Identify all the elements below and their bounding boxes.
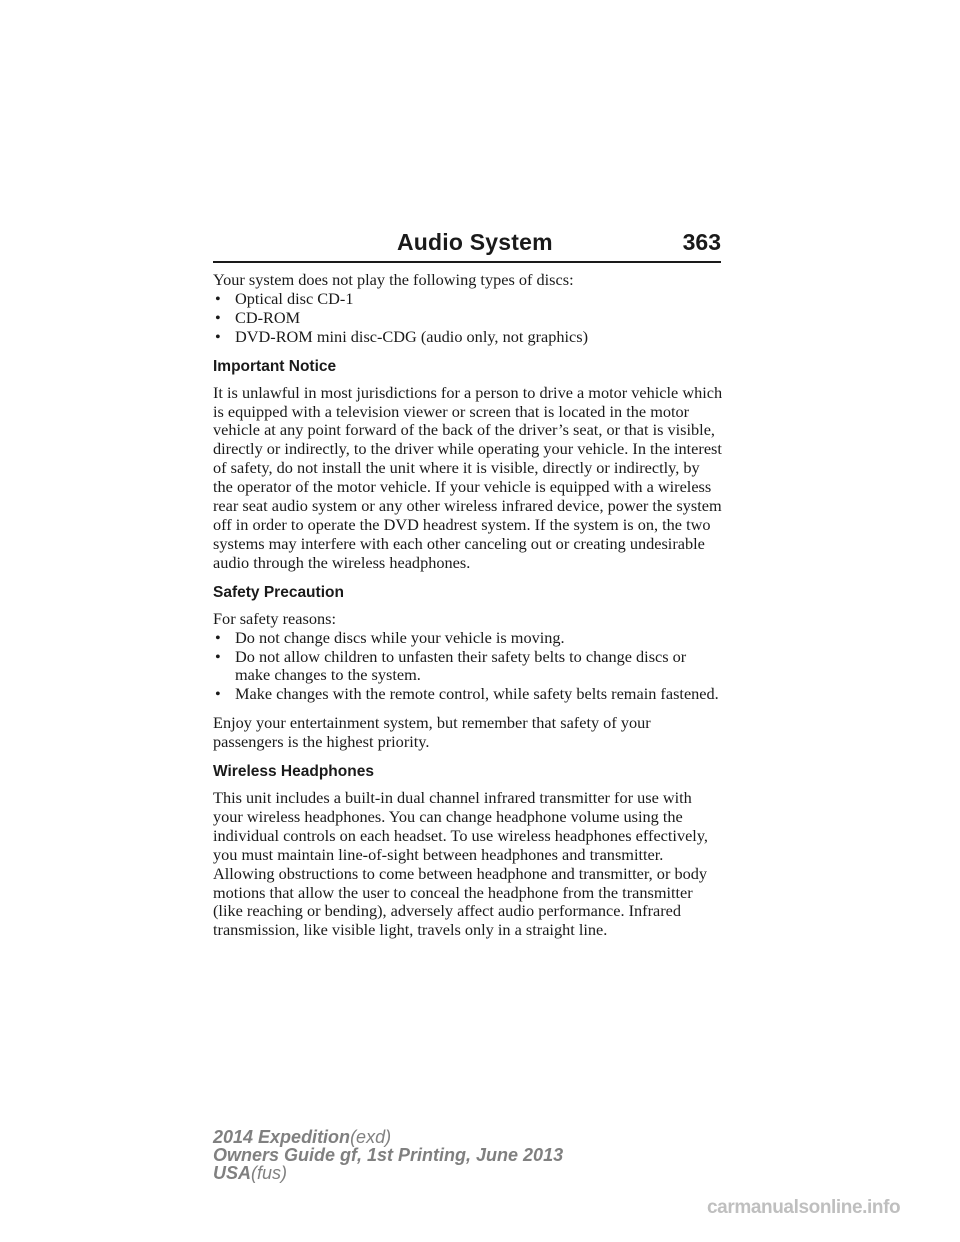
bullet-icon: • [215,307,221,327]
footer-line-market: USA(fus) [213,1163,288,1183]
important-notice-heading: Important Notice [213,357,337,375]
wireless-headphones-body: This unit includes a built-in dual channel infrared transmitter for use with your wireless headphones. You can change headphone volume using the individual controls on each headset. To use wireless headphones effectively, you must maintain line-of-sight between headphones and transmitter. Allowing obstructions to come between headphone and transmitter, or body motions that allow the user to conceal the headphone from the transmitter (like reaching or bending), adversely affect audio performance. Infrared transmission, like visible light, travels only in a straight line. [213,788,708,940]
list-item: • Optical disc CD-1 [215,288,354,308]
list-item: • Make changes with the remote control, while safety belts remain fastened. [215,684,719,704]
list-item: • DVD-ROM mini disc-CDG (audio only, not graphics) [215,326,589,346]
bullet-icon: • [215,684,221,704]
safety-closing: Enjoy your entertainment system, but remember that safety of your passengers is the highest priority. [213,713,651,752]
list-item: • Do not change discs while your vehicle is moving. [215,627,565,647]
bullet-icon: • [215,646,221,666]
safety-intro: For safety reasons: [213,608,336,628]
page-header [213,225,721,263]
bullet-icon: • [215,326,221,346]
safety-precaution-heading: Safety Precaution [213,583,344,601]
watermark: carmanualsonline.info [707,1197,901,1218]
intro-text: Your system does not play the following types of discs: [213,270,574,289]
list-item: • CD-ROM [215,307,301,327]
page-content [213,271,723,940]
bullet-icon: • [215,288,221,308]
safety-list [213,629,723,705]
disc-types-list [213,290,723,347]
list-item: • Do not allow children to unfasten their safety belts to change discs or make changes to the system. [215,646,687,685]
bullet-icon: • [215,627,221,647]
footer-line-guide: Owners Guide gf, 1st Printing, June 2013 [213,1145,564,1165]
wireless-headphones-heading: Wireless Headphones [213,763,374,781]
footer-line-model: 2014 Expedition(exd) [213,1127,392,1147]
page-number: 363 [682,229,721,255]
page-footer [213,1128,563,1182]
section-title: Audio System [397,229,553,255]
important-notice-body: It is unlawful in most jurisdictions for a person to drive a motor vehicle which is equipped with a television viewer or screen that is located in the motor vehicle at any point forward of the back of the driver’s seat, or that is visible, directly or indirectly, to the driver while operating your vehicle. In the interest of safety, do not install the unit where it is visible, directly or indirectly, by the operator of the motor vehicle. If your vehicle is equipped with a wireless rear seat audio system or any other wireless infrared device, power the system off in order to operate the DVD headrest system. If the system is on, the two systems may interfere with each other canceling out or creating undesirable audio through the wireless headphones. [213,382,723,572]
